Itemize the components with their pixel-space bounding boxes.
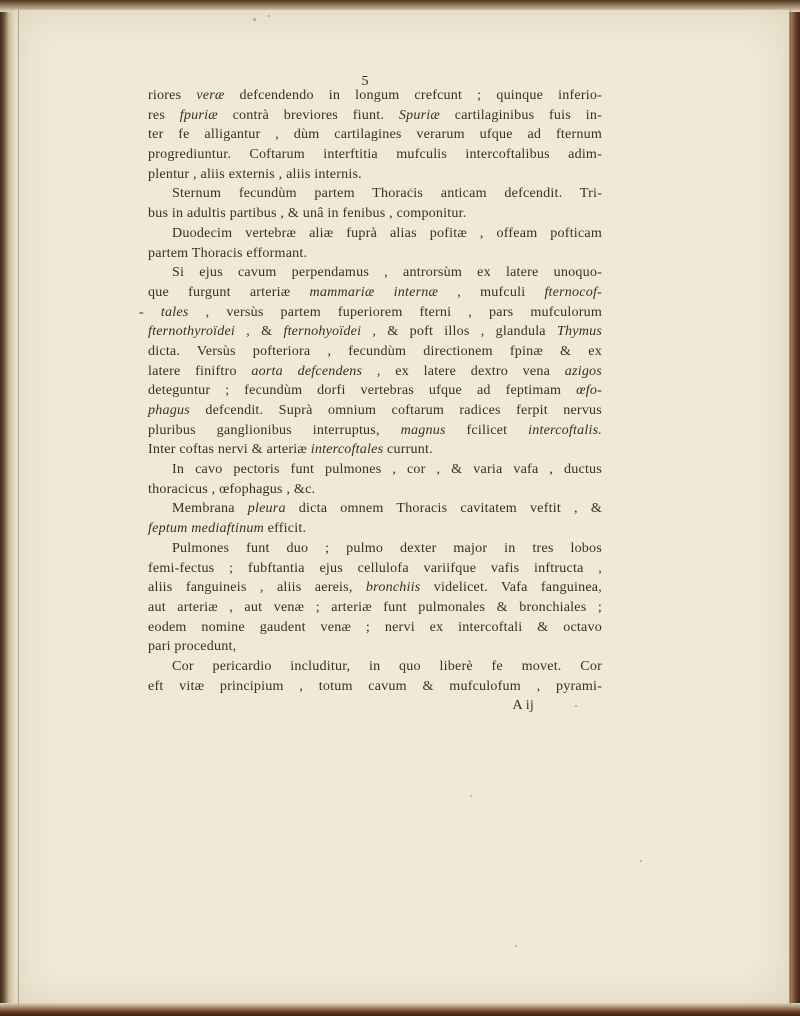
- text-run: Membrana: [172, 500, 248, 517]
- gutter-line: [18, 10, 19, 1005]
- italic-term: œfo-: [576, 382, 602, 399]
- text-run: , ex latere dextro vena: [362, 362, 565, 379]
- text-line: [148, 618, 602, 638]
- text-run: bus in adultis partibus , & unâ in fenibus , componitur.: [148, 205, 467, 222]
- italic-term: intercoftales: [310, 441, 384, 458]
- text-run: In cavo pectoris funt pulmones , cor , & varia vafa , ductus: [172, 461, 602, 478]
- text-run: defcendit. Suprà omnium coftarum radices ferpit nervus: [189, 402, 602, 418]
- text-run: latere finiftro: [148, 362, 252, 379]
- text-run: aliis fanguineis , aliis aereis,: [148, 579, 366, 596]
- text-run: dicta. Versùs pofteriora , fecundùm directionem fpinæ & ex: [148, 342, 602, 359]
- text-line: [148, 362, 602, 382]
- page-number: 5: [361, 74, 369, 89]
- text-line: [148, 657, 602, 677]
- text-line: [148, 244, 602, 264]
- text-line: [148, 539, 602, 559]
- text-line: [148, 145, 602, 165]
- text-run: defcendendo in longum crefcunt ; quinque inferio-: [224, 87, 602, 103]
- italic-term: fternohyoïdei: [283, 323, 362, 340]
- italic-term: aorta defcendens: [251, 362, 363, 379]
- text-run: Inter coftas nervi & arteriæ: [148, 441, 311, 458]
- text-run: Pulmones funt duo ; pulmo dexter major in tres lobos: [172, 539, 602, 556]
- text-line: [148, 499, 602, 519]
- text-line: [148, 224, 602, 244]
- italic-term: bronchiis: [365, 579, 421, 596]
- text-run: Duodecim vertebræ aliæ fuprà alias pofitæ , offeam pofticam: [172, 224, 602, 241]
- italic-term: phagus: [148, 402, 190, 418]
- text-run: , &: [235, 323, 284, 340]
- text-run: riores: [148, 87, 197, 103]
- italic-term: feptum mediaftinum: [148, 520, 264, 537]
- italic-term: veræ: [196, 87, 225, 103]
- text-run: , versùs partem fuperiorem fterni , pars mufculorum: [188, 303, 602, 320]
- italic-term: mammariæ internæ: [309, 283, 439, 300]
- text-run: videlicet. Vafa fanguinea,: [420, 579, 602, 596]
- text-line: [148, 322, 602, 342]
- text-run: Si ejus cavum perpendamus , antrorsùm ex latere unoquo-: [172, 264, 602, 281]
- text-line: [148, 381, 602, 401]
- text-line: [148, 480, 602, 500]
- text-run: que furgunt arteriæ: [148, 283, 310, 300]
- text-run: Sternum fecundùm partem Thoracis anticam defcendit. Tri-: [172, 185, 602, 202]
- italic-term: pleura: [247, 500, 286, 517]
- italic-term: fternothyroïdei: [148, 323, 236, 340]
- text-run: Cor pericardio includitur, in quo liberè fe movet. Cor: [172, 657, 602, 674]
- text-run: dicta omnem Thoracis cavitatem veftit , &: [285, 500, 602, 517]
- text-run: currunt.: [383, 441, 433, 458]
- text-line: [148, 519, 602, 539]
- page-edge-line: [790, 10, 791, 1005]
- text-line: [148, 578, 602, 598]
- text-run: , mufculi: [438, 283, 545, 300]
- text-run: thoracicus , œfophagus , &c.: [148, 480, 316, 497]
- italic-term: fternocof-: [544, 283, 603, 300]
- italic-term: Thymus: [556, 323, 603, 340]
- text-run: femi-fectus ; fubftantia ejus cellulofa variifque vafis inftructa ,: [148, 559, 602, 576]
- text-run: deteguntur ; fecundùm dorfi vertebras ufque ad feptimam: [148, 382, 577, 399]
- text-line: [148, 401, 602, 421]
- text-run: fcilicet: [445, 421, 529, 438]
- text-line: [148, 86, 602, 106]
- text-line: [148, 204, 602, 224]
- text-run: contrà breviores fiunt.: [217, 106, 399, 123]
- text-run: aut arteriæ , aut venæ ; arteriæ funt pulmonales & bronchiales ;: [148, 598, 602, 615]
- signature-mark: A ij: [512, 697, 534, 714]
- text-run: pari procedunt,: [148, 638, 237, 655]
- text-line: [148, 460, 602, 480]
- italic-term: azigos: [564, 362, 602, 379]
- text-run: , & poft illos , glandula: [361, 323, 557, 340]
- text-run: plentur , aliis externis , aliis internis.: [148, 165, 362, 182]
- text-run: res: [148, 106, 180, 123]
- text-run: eodem nomine gaudent venæ ; nervi ex intercoftali & octavo: [148, 618, 602, 635]
- text-run: cartilaginibus fuis in-: [440, 106, 602, 123]
- text-run: progrediuntur. Coftarum interftitia mufculis intercoftalibus adim-: [148, 146, 602, 163]
- text-run: efficit.: [263, 520, 307, 537]
- italic-term: tales: [160, 303, 189, 320]
- text-line: [148, 598, 602, 618]
- italic-term: magnus: [400, 421, 446, 438]
- text-run: pluribus ganglionibus interruptus,: [148, 421, 401, 438]
- text-run: partem Thoracis efformant.: [148, 244, 308, 261]
- body-text: [139, 86, 603, 716]
- text-run: -: [139, 303, 161, 320]
- text-line: [148, 342, 602, 362]
- text-line: [148, 263, 602, 283]
- text-line: [148, 106, 602, 126]
- text-line: [148, 184, 602, 204]
- text-line: [148, 637, 602, 657]
- italic-term: Spuriæ: [398, 106, 440, 123]
- text-line: [139, 303, 602, 323]
- text-line: [148, 421, 602, 441]
- text-run: ter fe alligantur , dùm cartilagines verarum ufque ad fternum: [148, 126, 602, 143]
- text-run: eft vitæ principium , totum cavum & mufculofum , pyrami-: [148, 677, 602, 694]
- text-line: [148, 677, 602, 697]
- italic-term: fpuriæ: [179, 106, 218, 123]
- text-line: [148, 559, 602, 579]
- text-line: [148, 283, 602, 303]
- text-line: [148, 440, 602, 460]
- text-line: [148, 165, 602, 185]
- italic-term: intercoftalis.: [528, 421, 603, 438]
- text-line: [148, 125, 602, 145]
- page-bottom-edge: [0, 1003, 800, 1016]
